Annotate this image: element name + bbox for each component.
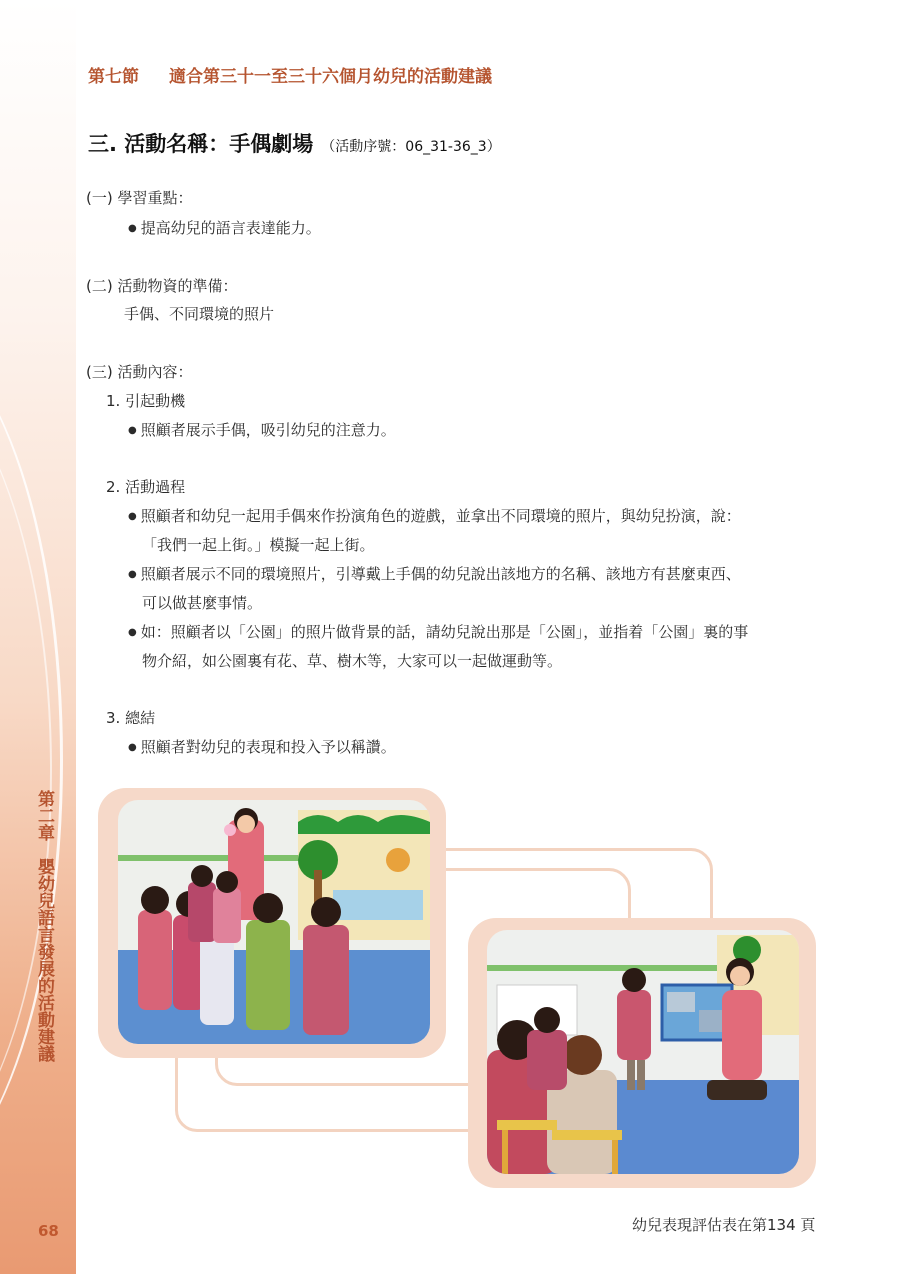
activity-title bbox=[88, 128, 501, 158]
step2-item3-line2: 物介紹，如公園裏有花、草、樹木等，大家可以一起做運動等。 bbox=[142, 652, 563, 670]
classroom-photo-illustration bbox=[118, 800, 430, 1044]
section-header bbox=[88, 62, 492, 87]
focus-item: ● 提高幼兒的語言表達能力。 bbox=[128, 218, 321, 241]
storytelling-photo-illustration bbox=[487, 930, 799, 1174]
chapter-label: 第二章 嬰幼兒語言發展的活動建議 bbox=[34, 790, 54, 1062]
materials-heading: (二) 活動物資的準備： bbox=[86, 277, 238, 295]
materials-text: 手偶、不同環境的照片 bbox=[124, 305, 275, 323]
section-title: 適合第三十一至三十六個月幼兒的活動建議 bbox=[169, 67, 492, 87]
sidebar-band bbox=[0, 0, 76, 1274]
assessment-reference-note: 幼兒表現評估表在第134 頁 bbox=[632, 1216, 816, 1234]
activity-name: 三. 活動名稱：手偶劇場 bbox=[88, 132, 314, 156]
step3-heading: 3. 總結 bbox=[106, 709, 156, 727]
classroom-photo-puppet-wall bbox=[118, 800, 430, 1044]
step2-item2-line2: 可以做甚麼事情。 bbox=[142, 594, 263, 612]
step2-item1-line1: ● 照顧者和幼兒一起用手偶來作扮演角色的遊戲，並拿出不同環境的照片，與幼兒扮演，說： bbox=[128, 506, 741, 529]
classroom-photo-storytelling bbox=[487, 930, 799, 1174]
page-number: 68 bbox=[38, 1222, 59, 1240]
activity-code: （活動序號：06_31-36_3） bbox=[321, 139, 501, 155]
step2-item3-line1: ● 如：照顧者以「公園」的照片做背景的話，請幼兒說出那是「公園」，並指着「公園」裏的事 bbox=[128, 622, 748, 645]
step2-item1-line2: 「我們一起上街。」模擬一起上街。 bbox=[142, 536, 375, 554]
step2-item2-line1: ● 照顧者展示不同的環境照片，引導戴上手偶的幼兒說出該地方的名稱、該地方有甚麼東西、 bbox=[128, 564, 741, 587]
content-heading: (三) 活動內容： bbox=[86, 363, 193, 381]
section-number: 第七節 bbox=[88, 67, 139, 87]
step1-item: ● 照顧者展示手偶，吸引幼兒的注意力。 bbox=[128, 420, 396, 443]
step1-heading: 1. 引起動機 bbox=[106, 392, 186, 410]
step3-item: ● 照顧者對幼兒的表現和投入予以稱讚。 bbox=[128, 737, 396, 760]
step2-heading: 2. 活動過程 bbox=[106, 478, 186, 496]
focus-heading: (一) 學習重點： bbox=[86, 189, 193, 207]
